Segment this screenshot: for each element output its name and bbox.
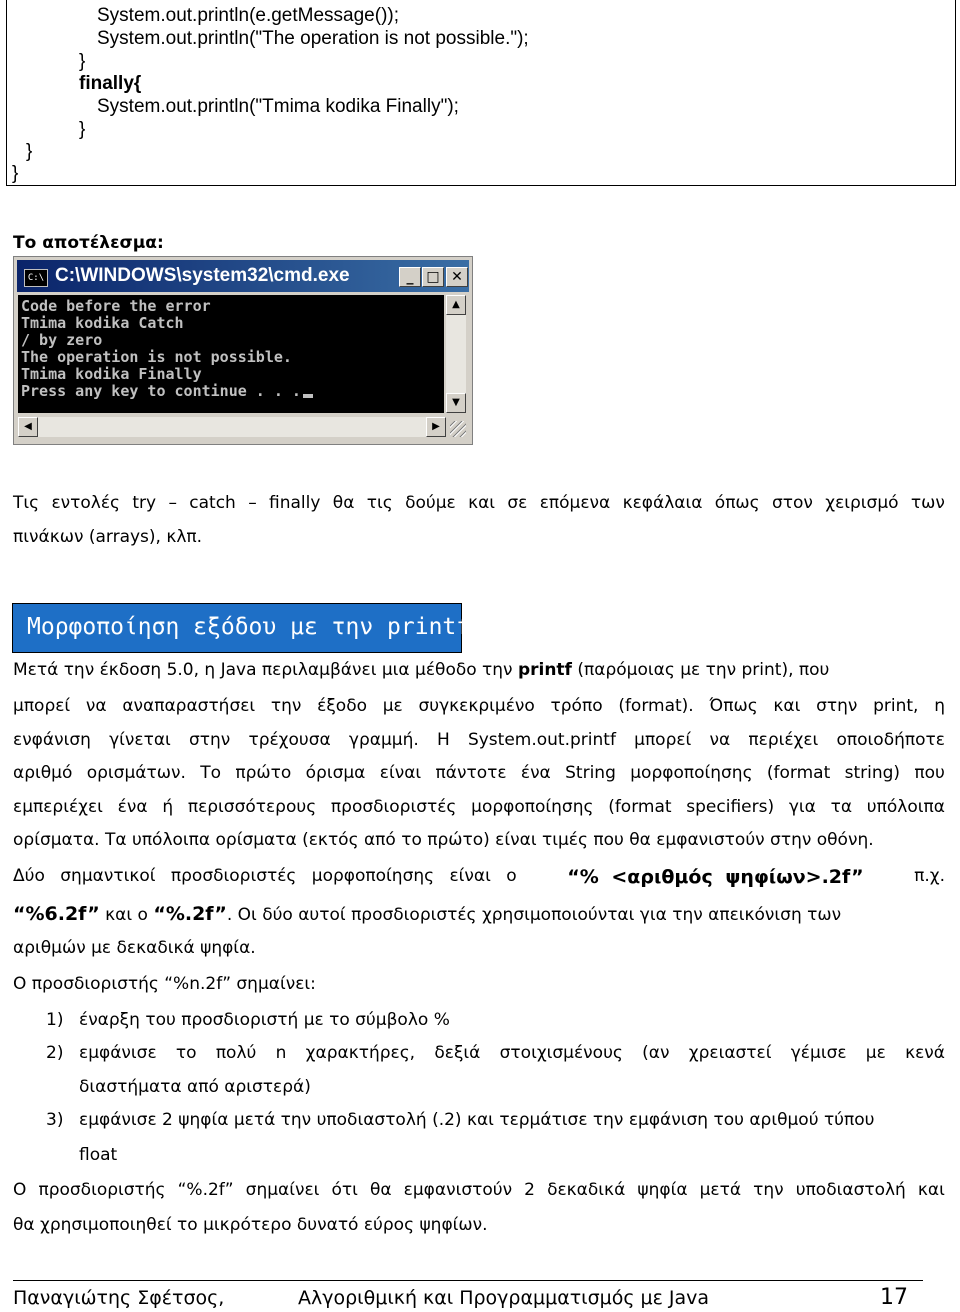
word: γίνεται <box>109 730 171 750</box>
text-cursor <box>303 394 313 398</box>
result-label: Το αποτέλεσμα: <box>13 233 164 253</box>
footer-rule <box>13 1280 923 1281</box>
list-number: 1) <box>46 1010 64 1030</box>
word: (format <box>608 797 672 817</box>
word: – <box>168 493 177 513</box>
word: να <box>85 696 107 716</box>
section-heading <box>12 603 471 653</box>
resize-grip-icon[interactable] <box>450 421 466 437</box>
code-line: } <box>26 141 33 162</box>
word: Τις <box>13 493 40 513</box>
word: σε <box>507 493 528 513</box>
list-number: 2) <box>46 1043 64 1063</box>
minimize-button[interactable]: _ <box>399 267 421 287</box>
close-button[interactable]: ✕ <box>446 267 468 287</box>
word: οποιοδήποτε <box>836 730 945 750</box>
footer-author: Παναγιώτης Σφέτσος, <box>13 1287 225 1309</box>
word: try <box>132 493 157 513</box>
body-line <box>13 730 945 750</box>
body-line <box>13 696 945 716</box>
word: γέμισε <box>790 1043 847 1063</box>
word: τρέχουσα <box>248 730 331 750</box>
closing-line <box>13 1180 945 1200</box>
code-line: System.out.println(e.getMessage()); <box>97 5 400 26</box>
body-line: αριθμών με δεκαδικά ψηφία. <box>13 938 256 958</box>
word: catch <box>189 493 236 513</box>
word: με <box>865 1043 886 1063</box>
list-item-continuation: float <box>79 1145 118 1165</box>
word: εμφάνισε <box>79 1043 157 1063</box>
word: το <box>175 1043 197 1063</box>
footer-book-title: Αλγοριθμική και Προγραμματισμός με Java <box>298 1287 710 1309</box>
word: ότι <box>331 1180 358 1200</box>
intro-line: πινάκων (arrays), κλπ. <box>13 527 203 547</box>
body-text: (παρόμοιας με την print), που <box>571 660 830 680</box>
word: και <box>917 1180 945 1200</box>
word: specifiers) <box>686 797 775 817</box>
word: Το <box>200 763 222 783</box>
word: μπορεί <box>634 730 692 750</box>
printf-keyword: printf <box>517 660 572 680</box>
word: και <box>773 696 801 716</box>
word: μετά <box>699 1180 742 1200</box>
word: μπορεί <box>13 696 71 716</box>
word: ή <box>162 797 174 817</box>
word: έξοδο <box>317 696 368 716</box>
word: περιέχει <box>748 730 819 750</box>
console-line: The operation is not possible. <box>21 348 292 366</box>
console-line-text: Press any key to continue . . . <box>21 382 301 400</box>
horizontal-scrollbar[interactable] <box>18 417 446 437</box>
word: προσδιοριστής <box>38 1180 166 1200</box>
scroll-up-icon[interactable]: ▲ <box>446 295 466 315</box>
console-line <box>21 383 313 399</box>
console-icon: C:\ <box>24 269 48 287</box>
word: Ο <box>13 1180 27 1200</box>
word: θα <box>369 1180 392 1200</box>
word: (format). <box>618 696 694 716</box>
word: προσδιοριστές <box>330 797 457 817</box>
body-line <box>13 660 945 680</box>
cmd-titlebar[interactable] <box>17 260 469 292</box>
word: η <box>934 696 945 716</box>
word: που <box>914 763 945 783</box>
word: ένα <box>117 797 148 817</box>
console-line: Tmima kodika Catch <box>21 314 184 332</box>
word: “%.2f” <box>177 1180 234 1200</box>
word: επόμενα <box>539 493 611 513</box>
word: είναι <box>379 763 422 783</box>
word: στην <box>816 696 858 716</box>
word: στοιχισμένους <box>499 1043 623 1063</box>
word: πρώτο <box>235 763 292 783</box>
console-line: Code before the error <box>21 297 211 315</box>
word: String <box>565 763 616 783</box>
format-specifier: “%6.2f” <box>13 903 100 925</box>
word: n <box>275 1043 287 1063</box>
word: ενφάνιση <box>13 730 91 750</box>
word: ένα <box>520 763 551 783</box>
word: να <box>709 730 731 750</box>
console-output <box>18 295 444 413</box>
code-line: System.out.println("The operation is not possible."); <box>97 28 529 49</box>
word: αριθμό <box>13 763 73 783</box>
body-line <box>13 797 945 817</box>
word: θα <box>332 493 355 513</box>
list-item <box>79 1043 945 1063</box>
word: για <box>788 797 816 817</box>
word: τρόπο <box>550 696 603 716</box>
word: Όπως <box>709 696 758 716</box>
word: συγκεκριμένο <box>418 696 535 716</box>
body-text: Δύο σημαντικοί προσδιοριστές μορφοποίησης είναι ο <box>13 866 517 886</box>
word: πολύ <box>215 1043 257 1063</box>
format-specifier: “%.2f” <box>153 903 227 925</box>
window-title: C:\WINDOWS\system32\cmd.exe <box>55 265 350 286</box>
closing-line: θα χρησιμοποιηθεί το μικρότερο δυνατό εύρος ψηφίων. <box>13 1215 488 1235</box>
word: ψηφία <box>637 1180 688 1200</box>
word: (αν <box>642 1043 670 1063</box>
code-line: finally{ <box>79 73 142 94</box>
word: χειρισμό <box>825 493 899 513</box>
word: δεξιά <box>434 1043 481 1063</box>
body-text: Μετά την έκδοση 5.0, η Java περιλαμβάνει μια μέθοδο την <box>13 660 518 680</box>
word: τα <box>830 797 853 817</box>
code-line: } <box>79 51 86 72</box>
maximize-button[interactable]: □ <box>422 267 444 287</box>
word: περισσότερους <box>187 797 317 817</box>
word: αναπαραστήσει <box>122 696 256 716</box>
page-number: 17 <box>880 1285 908 1310</box>
word: System.out.printf <box>467 730 616 750</box>
word: με <box>382 696 403 716</box>
word: πάντοτε <box>435 763 507 783</box>
list-item-continuation: διαστήματα από αριστερά) <box>79 1077 311 1097</box>
word: στην <box>188 730 231 750</box>
body-text: π.χ. <box>914 866 945 886</box>
word: γραμμή. <box>348 730 419 750</box>
code-line: System.out.println("Tmima kodika Finally"); <box>97 96 459 117</box>
scroll-down-icon[interactable]: ▼ <box>446 393 466 413</box>
word: υπόλοιπα <box>866 797 945 817</box>
word: των <box>910 493 945 513</box>
body-line <box>13 903 841 925</box>
word: κεφάλαια <box>622 493 703 513</box>
word: χαρακτήρες, <box>305 1043 416 1063</box>
cmd-window <box>13 256 473 445</box>
word: την <box>270 696 302 716</box>
word: 2 <box>524 1180 535 1200</box>
word: string) <box>844 763 901 783</box>
word: εμπεριέχει <box>13 797 103 817</box>
word: και <box>468 493 496 513</box>
word: στον <box>772 493 813 513</box>
word: υποδιαστολή <box>795 1180 906 1200</box>
word: ορισμάτων. <box>86 763 186 783</box>
vertical-scrollbar[interactable] <box>446 295 466 413</box>
word: χρειαστεί <box>688 1043 772 1063</box>
list-item: εμφάνισε 2 ψηφία μετά την υποδιαστολή (.2) και τερμάτισε την εμφάνιση του αριθμού τύπου <box>79 1110 875 1130</box>
code-line: } <box>79 119 86 140</box>
intro-line <box>13 493 945 513</box>
word: print, <box>873 696 919 716</box>
word: μορφοποίησης <box>630 763 753 783</box>
scroll-right-icon[interactable]: ▶ <box>426 417 446 437</box>
word: όπως <box>714 493 760 513</box>
word: την <box>753 1180 784 1200</box>
section-title: Μορφοποίηση εξόδου με την printf <box>27 614 471 640</box>
format-specifier: “% <αριθμός ψηφίων>.2f” <box>567 866 864 888</box>
list-item: έναρξη του προσδιοριστή με το σύμβολο % <box>79 1010 450 1030</box>
code-line: } <box>12 163 19 184</box>
word: δούμε <box>405 493 456 513</box>
word: Η <box>436 730 450 750</box>
word: εμφανιστούν <box>403 1180 513 1200</box>
console-line: Tmima kodika Finally <box>21 365 202 383</box>
body-text: . Οι δύο αυτοί προσδιοριστές χρησιμοποιούνται για την απεικόνιση των <box>226 905 842 925</box>
word: τις <box>366 493 393 513</box>
word: εντολές <box>51 493 121 513</box>
body-text: και ο <box>99 905 154 925</box>
word: όρισμα <box>305 763 366 783</box>
body-line: ορίσματα. Τα υπόλοιπα ορίσματα (εκτός από το πρώτο) είναι τιμές που θα εμφανιστούν στην οθόνη. <box>13 830 874 850</box>
body-line <box>13 866 945 888</box>
word: κενά <box>905 1043 945 1063</box>
scroll-left-icon[interactable]: ◀ <box>18 417 38 437</box>
body-line: Ο προσδιοριστής “%n.2f” σημαίνει: <box>13 974 316 994</box>
list-number: 3) <box>46 1110 64 1130</box>
body-line <box>13 763 945 783</box>
word: finally <box>269 493 321 513</box>
console-line: / by zero <box>21 331 103 349</box>
word: μορφοποίησης <box>471 797 594 817</box>
word: (format <box>766 763 831 783</box>
word: σημαίνει <box>245 1180 320 1200</box>
word: δεκαδικά <box>547 1180 626 1200</box>
word: – <box>248 493 257 513</box>
